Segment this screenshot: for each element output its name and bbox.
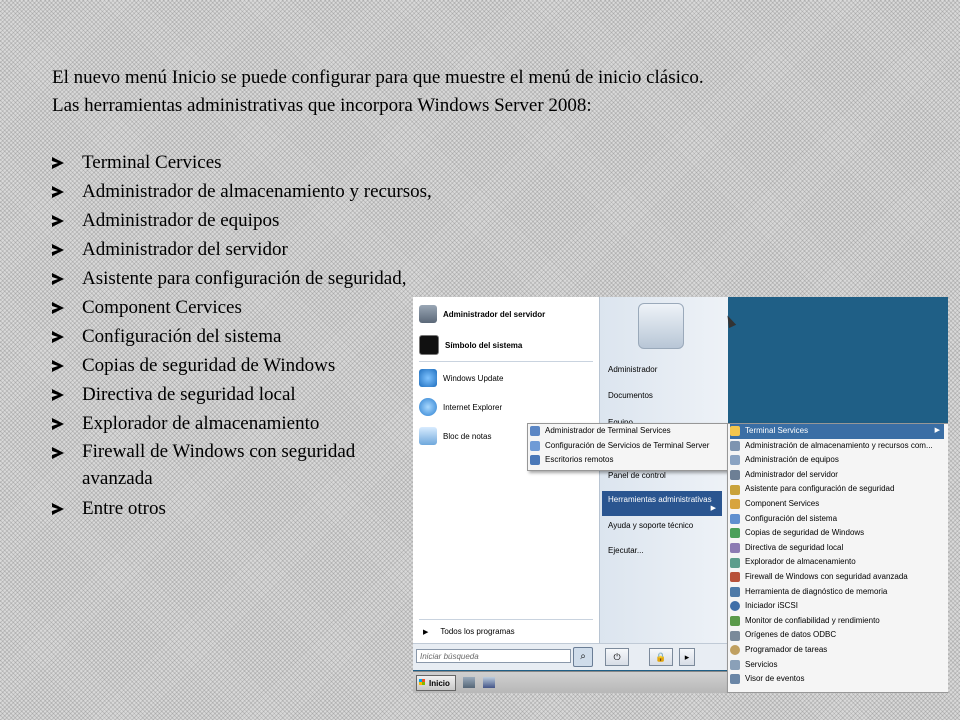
intro-line-2: Las herramientas administrativas que incorpora Windows Server 2008: <box>52 95 592 116</box>
menu-item-windows-backup[interactable]: Copias de seguridad de Windows <box>730 526 864 541</box>
firewall-icon <box>730 572 740 582</box>
pinned-item-server-manager[interactable]: Administrador del servidor <box>419 305 545 323</box>
menu-item-local-security-policy[interactable]: Directiva de seguridad local <box>730 541 843 556</box>
recent-item-internet-explorer[interactable]: Internet Explorer <box>419 398 502 416</box>
chevron-right-icon: ▶ <box>934 427 940 434</box>
admin-tools-gear-icon <box>638 303 684 349</box>
arrow-bullet-icon <box>52 302 64 314</box>
menu-item-storage-explorer[interactable]: Explorador de almacenamiento <box>730 555 856 570</box>
windows-update-icon <box>419 369 437 387</box>
terminal-services-submenu <box>527 423 729 471</box>
arrow-bullet-icon <box>52 331 64 343</box>
server-manager-icon[interactable] <box>463 677 475 688</box>
intro-line-1: El nuevo menú Inicio se puede configurar para que muestre el menú de inicio clásico. <box>52 67 704 88</box>
divider <box>419 361 593 362</box>
menu-item-server-manager[interactable]: Administrador del servidor <box>730 468 838 483</box>
component-services-icon <box>730 499 740 509</box>
folder-icon <box>730 426 740 436</box>
arrow-bullet-icon <box>52 503 64 515</box>
bullet-item: Terminal Cervices <box>52 148 932 177</box>
storage-icon <box>730 441 740 451</box>
admin-tools-submenu <box>727 423 948 693</box>
ts-config-icon <box>530 441 540 451</box>
arrow-bullet-icon <box>52 186 64 198</box>
reliability-monitor-icon <box>730 616 740 626</box>
right-item-help[interactable]: Ayuda y soporte técnico <box>608 521 694 530</box>
menu-item-memory-diagnostic[interactable]: Herramienta de diagnóstico de memoria <box>730 585 887 600</box>
pinned-item-command-prompt[interactable]: Símbolo del sistema <box>419 335 522 355</box>
arrow-bullet-icon <box>52 389 64 401</box>
start-menu-left-panel <box>413 297 600 669</box>
memory-diagnostic-icon <box>730 587 740 597</box>
menu-item-ts-config[interactable]: Configuración de Servicios de Terminal Server <box>530 439 709 454</box>
arrow-bullet-icon <box>52 215 64 227</box>
menu-item-remote-desktops[interactable]: Escritorios remotos <box>530 453 613 468</box>
storage-explorer-icon <box>730 558 740 568</box>
menu-item-odbc[interactable]: Orígenes de datos ODBC <box>730 628 836 643</box>
menu-item-task-scheduler[interactable]: Programador de tareas <box>730 643 827 658</box>
divider <box>419 619 593 620</box>
power-icon[interactable]: ⏻ <box>605 648 629 666</box>
bullet-item: Administrador de equipos <box>52 206 932 235</box>
arrow-right-icon: ▶ <box>423 628 429 636</box>
show-desktop-icon[interactable] <box>483 677 495 688</box>
remote-desktops-icon <box>530 455 540 465</box>
menu-item-computer-management[interactable]: Administración de equipos <box>730 453 839 468</box>
menu-item-system-config[interactable]: Configuración del sistema <box>730 512 837 527</box>
bullet-item: Administrador del servidor <box>52 235 932 264</box>
arrow-bullet-icon <box>52 244 64 256</box>
bullet-item: Directiva de seguridad local <box>52 380 932 409</box>
arrow-bullet-icon <box>52 360 64 372</box>
search-input[interactable]: Iniciar búsqueda <box>416 649 571 663</box>
search-icon[interactable]: ⌕ <box>573 647 593 667</box>
bullet-item: Component Cervices <box>52 293 932 322</box>
arrow-bullet-icon <box>52 157 64 169</box>
internet-explorer-icon <box>419 398 437 416</box>
event-viewer-icon <box>730 674 740 684</box>
security-policy-icon <box>730 543 740 553</box>
server-manager-icon <box>419 305 437 323</box>
recent-item-windows-update[interactable]: Windows Update <box>419 369 503 387</box>
server-manager-icon <box>730 470 740 480</box>
menu-item-storage-management[interactable]: Administración de almacenamiento y recursos com... <box>730 439 933 454</box>
start-menu-right-panel <box>600 297 728 669</box>
bullet-item: Administrador de almacenamiento y recursos, <box>52 177 932 206</box>
right-item-admin-tools[interactable]: Herramientas administrativas ▶ <box>602 491 722 516</box>
backup-icon <box>730 528 740 538</box>
bullet-item: Firewall de Windows con seguridad avanzada <box>52 438 402 494</box>
recent-item-notepad[interactable]: Bloc de notas <box>419 427 491 445</box>
menu-item-iscsi-initiator[interactable]: Iniciador iSCSI <box>730 599 798 614</box>
menu-item-services[interactable]: Servicios <box>730 658 777 673</box>
right-item-administrator[interactable]: Administrador <box>608 365 658 374</box>
bullet-item: Entre otros <box>52 494 932 523</box>
iscsi-icon <box>730 601 740 611</box>
arrow-bullet-icon <box>52 447 64 459</box>
bullet-item: Explorador de almacenamiento <box>52 409 932 438</box>
odbc-icon <box>730 631 740 641</box>
ts-manager-icon <box>530 426 540 436</box>
task-scheduler-icon <box>730 645 740 655</box>
arrow-bullet-icon <box>52 273 64 285</box>
security-wizard-icon <box>730 485 740 495</box>
menu-item-ts-manager[interactable]: Administrador de Terminal Services <box>530 424 671 439</box>
start-menu-screenshot <box>413 297 948 693</box>
chevron-right-icon[interactable]: ▸ <box>679 648 695 666</box>
menu-item-terminal-services[interactable]: Terminal Services ▶ <box>730 424 944 439</box>
computer-management-icon <box>730 455 740 465</box>
all-programs-button[interactable]: ▶ Todos los programas <box>423 627 515 636</box>
right-item-run[interactable]: Ejecutar... <box>608 546 644 555</box>
chevron-right-icon: ▶ <box>710 505 716 512</box>
bullet-item: Copias de seguridad de Windows <box>52 351 932 380</box>
right-item-documents[interactable]: Documentos <box>608 391 653 400</box>
services-icon <box>730 660 740 670</box>
menu-item-security-wizard[interactable]: Asistente para configuración de seguridad <box>730 482 894 497</box>
menu-item-event-viewer[interactable]: Visor de eventos <box>730 672 804 687</box>
bullet-item: Asistente para configuración de seguridad, <box>52 264 932 293</box>
command-prompt-icon <box>419 335 439 355</box>
menu-item-firewall[interactable]: Firewall de Windows con seguridad avanzada <box>730 570 908 585</box>
menu-item-reliability-monitor[interactable]: Monitor de confiabilidad y rendimiento <box>730 614 880 629</box>
lock-icon[interactable]: 🔒 <box>649 648 673 666</box>
start-button[interactable]: Inicio <box>416 675 456 691</box>
right-item-control-panel[interactable]: Panel de control <box>608 471 666 480</box>
bullet-item: Configuración del sistema <box>52 322 932 351</box>
windows-logo-icon <box>419 679 425 685</box>
search-row <box>413 643 728 670</box>
arrow-bullet-icon <box>52 418 64 430</box>
notepad-icon <box>419 427 437 445</box>
system-config-icon <box>730 514 740 524</box>
menu-item-component-services[interactable]: Component Services <box>730 497 819 512</box>
